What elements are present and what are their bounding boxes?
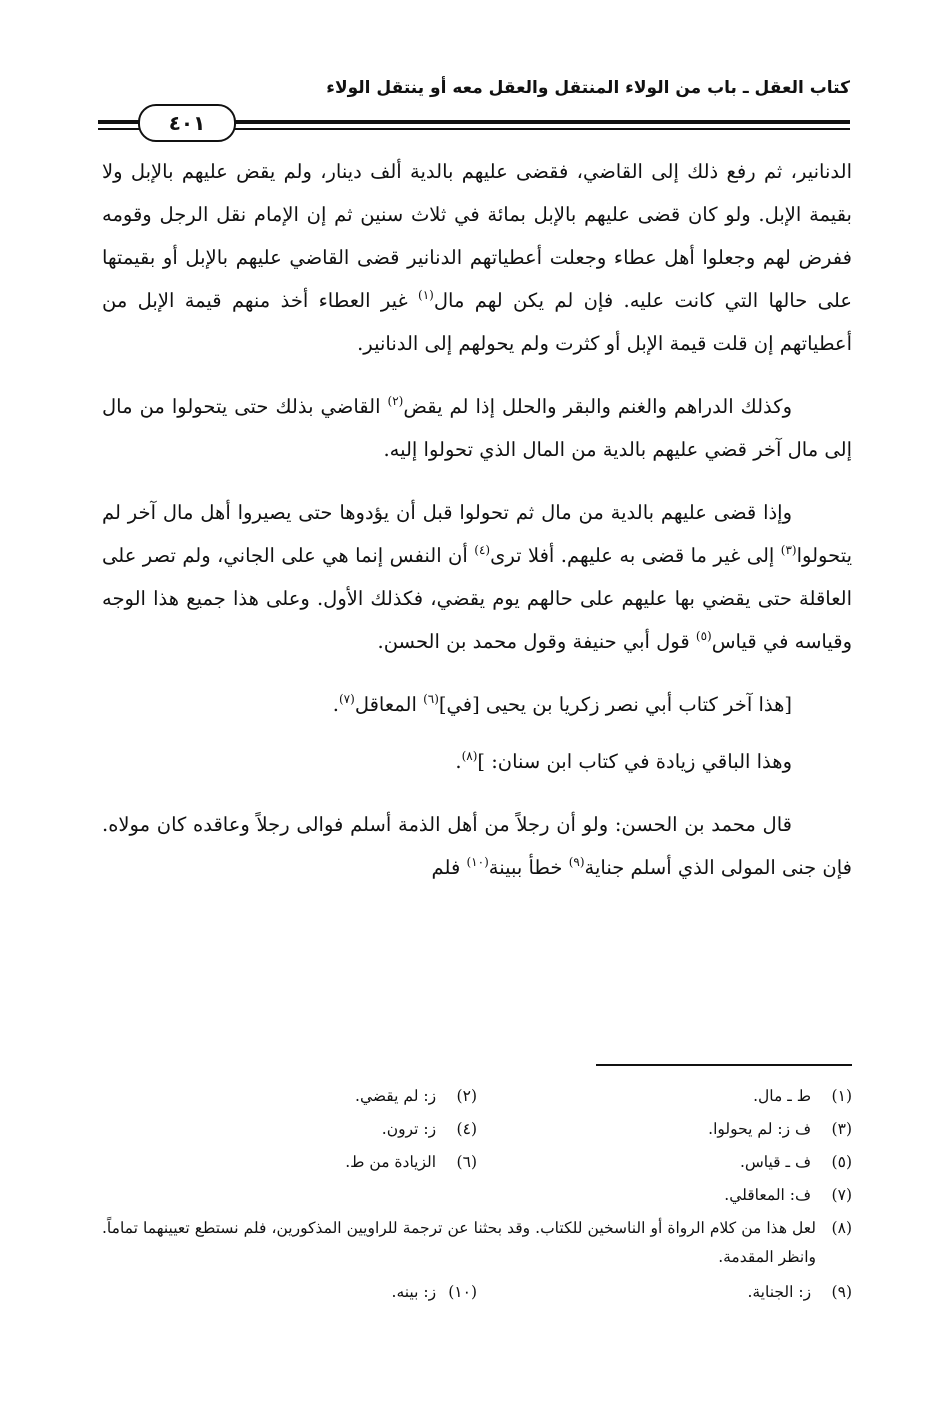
footnote-number: (١) [831, 1087, 852, 1105]
footnote-number: (١٠) [448, 1283, 477, 1301]
paragraph-6-text-b: خطأ ببينة [488, 856, 569, 879]
footnote-9 [477, 1276, 852, 1309]
paragraph-4 [102, 683, 852, 726]
footnote-text: الزيادة من ط. [345, 1153, 437, 1171]
paragraph-3-text: وإذا قضى عليهم بالدية من مال ثم تحولوا قبل أن يؤدوها حتى يصيروا أهل مال آخر لم يتحولوا [102, 501, 852, 567]
paragraph-6-text-c: فلم [431, 856, 467, 879]
footnote-text: ط ـ مال. [753, 1087, 812, 1105]
footnote-2 [102, 1080, 477, 1113]
paragraph-5-text: وهذا الباقي زيادة في كتاب ابن سنان: ] [477, 750, 792, 773]
footnote-ref-1: (١) [418, 288, 434, 302]
footnote-text: ز: ترون. [381, 1120, 437, 1138]
paragraph-4-text-c: . [332, 693, 339, 716]
footnote-text: لعل هذا من كلام الرواة أو الناسخين للكتاب. وقد بحثنا عن ترجمة للراويين المذكورين، فلم نستطع تعيينهما تماماً. وانظر المقدمة. [102, 1219, 816, 1266]
footnote-text: ف: المعاقلي. [724, 1186, 812, 1204]
running-title: كتاب العقل ـ باب من الولاء المنتقل والعقل معه أو ينتقل الولاء [326, 78, 850, 98]
paragraph-1 [102, 150, 852, 365]
paragraph-2-text-cont: القاضي بذلك حتى يتحولوا من مال إلى مال آخر قضي عليهم بالدية من المال الذي تحولوا إليه. [102, 395, 852, 461]
footnote-ref-2: (٢) [387, 394, 404, 408]
footnote-row [102, 1146, 852, 1179]
footnote-text: ز: بينه. [391, 1283, 437, 1301]
paragraph-3 [102, 491, 852, 663]
footnote-number: (٢) [456, 1087, 477, 1105]
footnote-text: ف ـ قياس. [739, 1153, 812, 1171]
paragraph-6-text: قال محمد بن الحسن: ولو أن رجلاً من أهل الذمة أسلم فوالى رجلاً وعاقده كان مولاه. فإن جنى المولى الذي أسلم جناية [102, 813, 852, 879]
footnote-6 [102, 1146, 477, 1179]
footnote-3 [477, 1113, 852, 1146]
footnote-text: ز: الجناية. [747, 1283, 812, 1301]
footnote-ref-10: (١٠) [466, 855, 489, 869]
footnote-7 [102, 1179, 852, 1212]
footnote-8 [102, 1214, 852, 1272]
footnote-number: (٩) [831, 1283, 852, 1301]
footnote-number: (٦) [456, 1153, 477, 1171]
footnote-ref-7: (٧) [338, 692, 355, 706]
footnote-4 [102, 1113, 477, 1146]
paragraph-1-text-cont: غير العطاء أخذ منهم قيمة الإبل من أعطياتهم إن قلت قيمة الإبل أو كثرت ولم يحولهم إلى الدنانير. [102, 289, 852, 355]
footnote-row [102, 1179, 852, 1212]
paragraph-2 [102, 385, 852, 471]
footnote-number: (٤) [456, 1120, 477, 1138]
footnote-number: (٨) [831, 1219, 852, 1237]
page-number: ٤٠١ [138, 104, 236, 142]
footnote-text: ز: لم يقضي. [355, 1087, 437, 1105]
footnote-ref-9: (٩) [568, 855, 585, 869]
paragraph-3-text-c: أن النفس إنما هي على الجاني، ولم تصر على العاقلة حتى يقضي بها عليهم على حالهم يوم يقضي، فكذلك الأول. وعلى هذا جميع هذا الوجه وقياسه في قياس [102, 544, 852, 653]
main-text [102, 150, 852, 909]
footnote-10 [102, 1276, 477, 1309]
footnote-ref-6: (٦) [423, 692, 439, 706]
footnote-ref-4: (٤) [474, 543, 491, 557]
paragraph-3-text-d: قول أبي حنيفة وقول محمد بن الحسن. [377, 630, 696, 653]
paragraph-1-text: الدنانير، ثم رفع ذلك إلى القاضي، فقضى عليهم بالدية ألف دينار، ولم يقض عليهم بالإبل ولا بقيمة الإبل. ولو كان قضى عليهم بالإبل بمائة في ثلاث سنين ثم إن الإمام نقل الرجل وقومه ففرض لهم وجعلوا أهل عطاء وجعلت أعطياتهم الدنانير قضى القاضي عليهم بالإبل أو بقيمتها على حالها التي كانت عليه. فإن لم يكن لهم مال [102, 160, 852, 312]
paragraph-5 [102, 740, 852, 783]
footnote-row [102, 1276, 852, 1309]
footnote-number: (٧) [831, 1186, 852, 1204]
footnote-row [102, 1080, 852, 1113]
footnote-ref-3: (٣) [780, 543, 797, 557]
footnote-row [102, 1113, 852, 1146]
footnote-number: (٥) [831, 1153, 852, 1171]
paragraph-5-text-b: . [455, 750, 462, 773]
paragraph-4-text-b: المعاقل [354, 693, 424, 716]
paragraph-4-text: [هذا آخر كتاب أبي نصر زكريا بن يحيى [في] [438, 693, 792, 716]
footnote-ref-8: (٨) [461, 749, 478, 763]
footnote-1 [477, 1080, 852, 1113]
footnote-ref-5: (٥) [695, 629, 712, 643]
footnote-number: (٣) [831, 1120, 852, 1138]
footnotes [102, 1080, 852, 1309]
footnote-5 [477, 1146, 852, 1179]
paragraph-3-text-b: إلى غير ما قضى به عليهم. أفلا ترى [490, 544, 781, 567]
paragraph-2-text: وكذلك الدراهم والغنم والبقر والحلل إذا لم يقض [403, 395, 792, 418]
footnote-text: ف ز: لم يحولوا. [708, 1120, 812, 1138]
paragraph-6 [102, 803, 852, 889]
footnote-separator [596, 1064, 852, 1066]
